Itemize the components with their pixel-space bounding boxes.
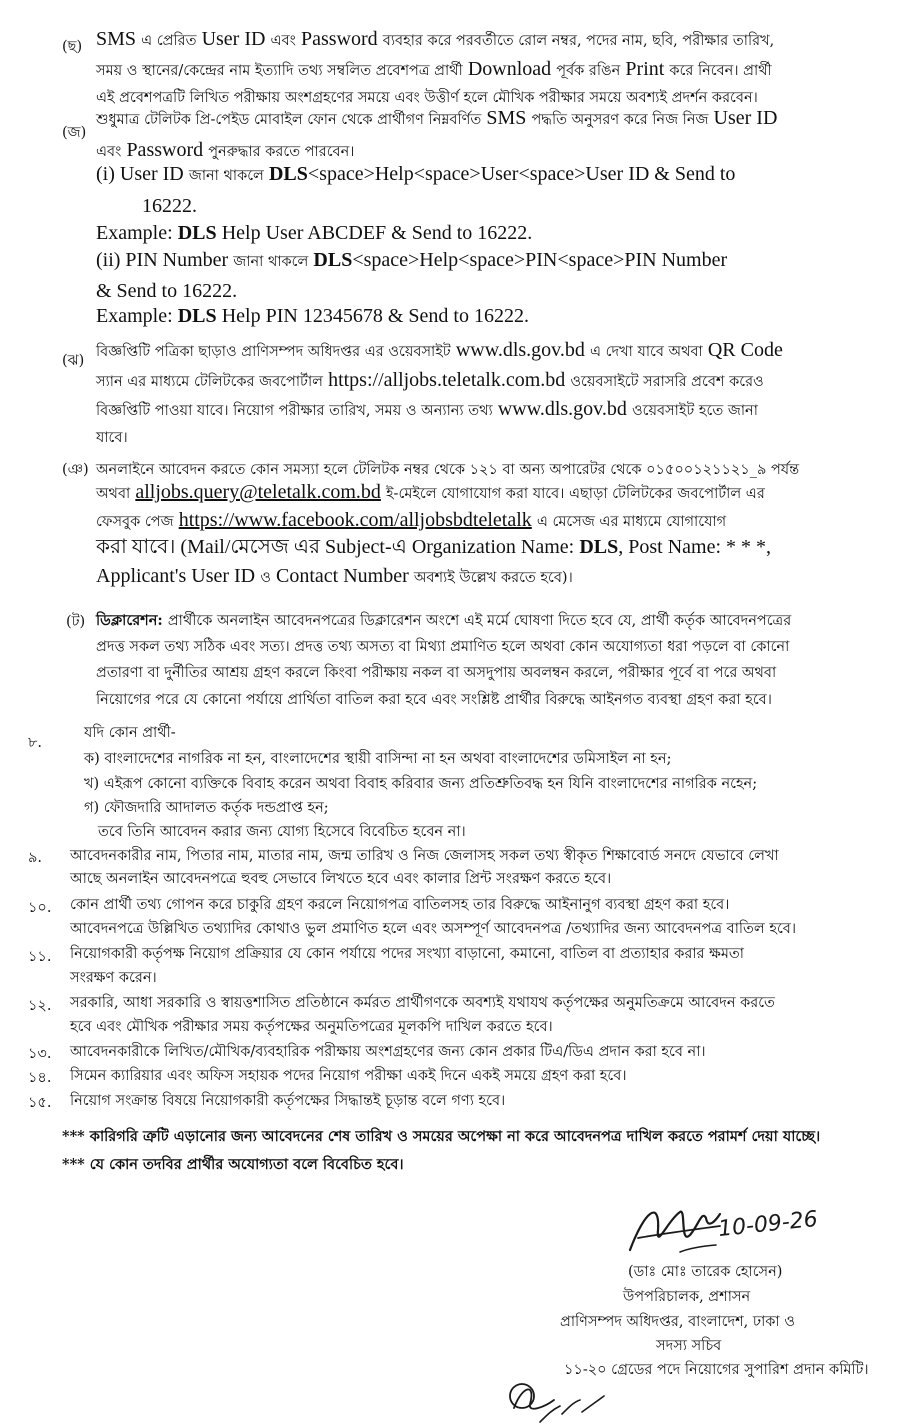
- item-number: ৮.: [28, 735, 43, 751]
- text-line: [96, 478, 765, 508]
- text-line: আবেদনপত্রে উল্লিখিত তথ্যাদির কোথাও ভুল প্রমাণিত হলে এবং অসম্পূর্ণ আবেদনপত্র /তথ্যাদির জন্য আবেদনপত্র বাতিল হবে।: [70, 921, 797, 937]
- text-line: অনলাইনে আবেদন করতে কোন সমস্যা হলে টেলিটক নম্বর থেকে ১২১ বা অন্য অপারেটর থেকে ০১৫০০১২১১২১_৯ পর্যন্ত: [96, 462, 800, 478]
- text-run: অথবা: [96, 486, 131, 502]
- text-run: <space>Help<space>User<space>User ID & Send to: [307, 163, 736, 185]
- text-run: DLS: [177, 305, 217, 327]
- text-run: বিজ্ঞপ্তিটি পাওয়া যাবে। নিয়োগ পরীক্ষার তারিখ, সময় ও অন্যান্য তথ্য: [96, 403, 493, 419]
- text-run: এ প্রেরিত: [141, 33, 197, 49]
- text-line: ক) বাংলাদেশের নাগরিক না হন, বাংলাদেশের স্থায়ী বাসিন্দা না হন অথবা বাংলাদেশের ডমিসাইল না হন;: [84, 751, 672, 767]
- text-line: সরকারি, আধা সরকারি ও স্বায়ত্তশাসিত প্রতিষ্ঠানে কর্মরত প্রার্থীগণকে অবশ্যই যথাযথ কর্তৃপক্ষের অনুমতিক্রমে আবেদন করতে: [70, 995, 775, 1011]
- text-line: [96, 395, 758, 425]
- facebook-page-link[interactable]: https://www.facebook.com/alljobsbdteletalk: [178, 509, 532, 531]
- text-line: কোন প্রার্থী তথ্য গোপন করে চাকুরি গ্রহণ করলে নিয়োগপত্র বাতিলসহ তার বিরুদ্ধে আইনানুগ ব্যবস্থা গ্রহণ করা হবে।: [70, 897, 730, 913]
- text-line: 16222.: [142, 195, 197, 217]
- text-run: DLS: [579, 536, 619, 558]
- text-run: DLS: [268, 163, 308, 185]
- text-run: Help User ABCDEF & Send to 16222.: [221, 222, 533, 244]
- text-run: এ দেখা যাবে অথবা: [589, 344, 703, 360]
- signatory-title: উপপরিচালক, প্রশাসন: [623, 1289, 751, 1305]
- text-line: [96, 562, 573, 592]
- text-line: যাবে।: [96, 430, 128, 446]
- item-number: ১১.: [28, 949, 52, 965]
- text-run: প্রার্থীকে অনলাইন আবেদনপত্রের ডিক্লারেশন অংশে এই মর্মে ঘোষণা দিতে হবে যে, প্রার্থী কর্তৃক আবেদনপত্রের: [167, 613, 792, 629]
- text-line: হবে এবং মৌখিক পরীক্ষার সময় কর্তৃপক্ষের অনুমতিপত্রের মূলকপি দাখিল করতে হবে।: [70, 1019, 553, 1035]
- text-run: ওয়েবসাইট হতে জানা: [631, 403, 758, 419]
- text-line: গ) ফৌজদারি আদালত কর্তৃক দন্ডপ্রাপ্ত হন;: [84, 800, 329, 816]
- text-line: [96, 335, 783, 367]
- text-run: Example:: [96, 222, 173, 244]
- text-line: তবে তিনি আবেদন করার জন্য যোগ্য হিসেবে বিবেচিত হবেন না।: [98, 824, 466, 840]
- text-run: Password: [300, 28, 378, 50]
- text-line: & Send to 16222.: [96, 280, 238, 302]
- text-line: প্রতারণা বা দুর্নীতির আশ্রয় গ্রহণ করলে কিংবা পরীক্ষায় নকল বা অসদুপায় অবলম্বন করলে, পরীক্ষার পূর্বে বা পরে অথবা: [96, 665, 777, 681]
- text-run: ওয়েবসাইটে সরাসরি প্রবেশ করেও: [570, 374, 764, 390]
- sms-example-pin: [96, 302, 529, 331]
- text-line: এই প্রবেশপত্রটি লিখিত পরীক্ষায় অংশগ্রহণের সময়ে এবং উত্তীর্ণ হলে মৌখিক পরীক্ষার সময়ে অবশ্যই প্রদর্শন করবেন।: [96, 90, 758, 106]
- text-line: সংরক্ষণ করেন।: [70, 970, 157, 986]
- text-run: এবং: [96, 144, 122, 160]
- text-line: আছে অনলাইন আবেদনপত্রে হুবহু সেভাবে লিখতে হবে এবং কালার প্রিন্ট সংরক্ষণ করতে হবে।: [70, 871, 612, 887]
- support-email-link[interactable]: alljobs.query@teletalk.com.bd: [135, 481, 381, 503]
- text-run: QR Code: [707, 339, 783, 361]
- text-run: ফেসবুক পেজ: [96, 514, 174, 530]
- text-run: অবশ্যই উল্লেখ করতে হবে)।: [413, 570, 573, 586]
- text-run: Download: [467, 58, 552, 80]
- text-run: স্যান এর মাধ্যমে টেলিটকের জবপোর্টাল: [96, 374, 323, 390]
- text-run: জানা থাকলে: [233, 254, 309, 270]
- text-run: https://alljobs.teletalk.com.bd: [328, 369, 566, 391]
- text-run: www.dls.gov.bd: [455, 339, 585, 361]
- text-run: করা যাবে। (Mail/মেসেজ এর Subject-এ Organization Name:: [96, 536, 575, 558]
- section-marker: (ট): [66, 614, 86, 630]
- text-run: DLS: [313, 249, 353, 271]
- text-line: [96, 55, 772, 85]
- sms-format-pin: [96, 246, 727, 276]
- item-number: ১০.: [28, 900, 52, 916]
- signatory-role: সদস্য সচিব: [656, 1338, 722, 1354]
- signatory-name: (ডাঃ মোঃ তারেক হোসেন): [628, 1264, 783, 1280]
- text-run: User ID: [201, 28, 266, 50]
- text-run: পূর্বক রঙিন: [556, 63, 621, 79]
- item-number: ১৫.: [28, 1095, 52, 1111]
- text-run: সময় ও স্থানের/কেন্দ্রের নাম ইত্যাদি তথ্য সম্বলিত প্রবেশপত্র প্রার্থী: [96, 63, 463, 79]
- item-number: ৯.: [28, 850, 43, 866]
- note-lobbying: *** যে কোন তদবির প্রার্থীর অযোগ্যতা বলে বিবেচিত হবে।: [62, 1156, 404, 1173]
- text-run: পদ্ধতি অনুসরণ করে নিজ নিজ: [531, 112, 709, 128]
- text-run: Help PIN 12345678 & Send to 16222.: [221, 305, 529, 327]
- text-run: ই-মেইলে যোগাযোগ করা যাবে। এছাড়া টেলিটকের জবপোর্টাল এর: [386, 486, 765, 502]
- text-line: [96, 506, 726, 536]
- text-run: www.dls.gov.bd: [497, 398, 627, 420]
- text-run: পুনরুদ্ধার করতে পারবেন।: [208, 144, 355, 160]
- text-run: DLS: [177, 222, 217, 244]
- text-line: আবেদনকারীর নাম, পিতার নাম, মাতার নাম, জন্ম তারিখ ও নিজ জেলাসহ সকল তথ্য স্বীকৃত শিক্ষাবোর্ড সনদে যেভাবে লেখা: [70, 848, 779, 864]
- text-line: যদি কোন প্রার্থী-: [84, 725, 176, 741]
- signatory-committee: ১১-২০ গ্রেডের পদে নিয়োগের সুপারিশ প্রদান কমিটি।: [564, 1362, 869, 1378]
- sms-format-user-id: [96, 160, 735, 190]
- text-run: বিজ্ঞপ্তিটি পত্রিকা ছাড়াও প্রাণিসম্পদ অধিদপ্তর এর ওয়েবসাইট: [96, 344, 451, 360]
- item-number: ১৩.: [28, 1046, 52, 1062]
- text-line: খ) এইরূপ কোনো ব্যক্তিকে বিবাহ করেন অথবা বিবাহ করিবার জন্য প্রতিশ্রুতিবদ্ধ হন যিনি বাংলাদেশের নাগরিক নহেন;: [84, 776, 758, 792]
- text-run: User ID: [713, 107, 778, 129]
- text-run: Print: [625, 58, 665, 80]
- text-run: ও: [260, 570, 271, 586]
- text-line: [96, 103, 777, 135]
- text-run: Contact Number: [276, 565, 409, 587]
- text-run: , Post Name: * * *,: [618, 536, 772, 558]
- text-line: নিয়োগ সংক্রান্ত বিষয়ে নিয়োগকারী কর্তৃপক্ষের সিদ্ধান্তই চূড়ান্ত বলে গণ্য হবে।: [70, 1093, 506, 1109]
- text-run: SMS: [96, 28, 137, 50]
- text-run: শুধুমাত্র টেলিটক প্রি-পেইড মোবাইল ফোন থেকে প্রার্থীগণ নিম্নবর্ণিত: [96, 112, 482, 128]
- text-line: [96, 608, 791, 633]
- initial-mark: [500, 1356, 610, 1424]
- text-run: করে নিবেন। প্রার্থী: [669, 63, 772, 79]
- text-run: (i) User ID: [96, 163, 184, 185]
- text-run: এ মেসেজ এর মাধ্যমে যোগাযোগ: [536, 514, 727, 530]
- declaration-heading: ডিক্লারেশন:: [96, 612, 163, 629]
- note-deadline: *** কারিগরি ত্রুটি এড়ানোর জন্য আবেদনের শেষ তারিখ ও সময়ের অপেক্ষা না করে আবেদনপত্র দাখিল করতে পরামর্শ দেয়া যাচ্ছে।: [62, 1128, 821, 1145]
- text-line: [96, 533, 771, 562]
- text-line: নিয়োগের পরে যে কোনো পর্যায়ে প্রার্থিতা বাতিল করা হবে এবং সংশ্লিষ্ট প্রার্থীর বিরুদ্ধে আইনগত ব্যবস্থা গ্রহণ করা হবে।: [96, 692, 772, 708]
- text-run: Example:: [96, 305, 173, 327]
- text-run: Applicant's User ID: [96, 565, 256, 587]
- item-number: ১৪.: [28, 1070, 52, 1086]
- sms-example-user: [96, 219, 532, 248]
- text-line: নিয়োগকারী কর্তৃপক্ষ নিয়োগ প্রক্রিয়ার যে কোন পর্যায়ে পদের সংখ্যা বাড়ানো, কমানো, বাতিল বা প্রত্যাহার করার ক্ষমতা: [70, 946, 745, 962]
- signature-date: 10-09-26: [716, 1206, 819, 1243]
- text-line: [96, 366, 764, 396]
- signatory-office: প্রাণিসম্পদ অধিদপ্তর, বাংলাদেশ, ঢাকা ও: [560, 1314, 795, 1330]
- section-marker: (ঝ): [62, 353, 85, 369]
- text-line: [96, 24, 774, 56]
- text-run: ব্যবহার করে পরবর্তীতে রোল নম্বর, পদের নাম, ছবি, পরীক্ষার তারিখ,: [382, 33, 775, 49]
- section-marker: (ঞ): [62, 462, 89, 478]
- text-run: (ii) PIN Number: [96, 249, 229, 271]
- text-line: আবেদনকারীকে লিখিত/মৌখিক/ব্যবহারিক পরীক্ষায় অংশগ্রহণের জন্য কোন প্রকার টিএ/ডিএ প্রদান করা হবে না।: [70, 1044, 706, 1060]
- text-run: SMS: [486, 107, 527, 129]
- text-line: প্রদত্ত সকল তথ্য সঠিক এবং সত্য। প্রদত্ত তথ্য অসত্য বা মিথ্যা প্রমাণিত হলে অথবা কোন অযোগ্যতা ধরা পড়লে বা কোনো: [96, 639, 790, 655]
- text-run: জানা থাকলে: [188, 168, 264, 184]
- section-marker: (ছ): [62, 39, 83, 55]
- text-line: সিমেন ক্যারিয়ার এবং অফিস সহায়ক পদের নিয়োগ পরীক্ষা একই দিনে একই সময়ে গ্রহণ করা হবে।: [70, 1068, 627, 1084]
- text-run: Password: [126, 139, 204, 161]
- text-run: এবং: [270, 33, 296, 49]
- text-run: <space>Help<space>PIN<space>PIN Number: [352, 249, 728, 271]
- section-marker: (জ): [62, 125, 87, 141]
- item-number: ১২.: [28, 998, 52, 1014]
